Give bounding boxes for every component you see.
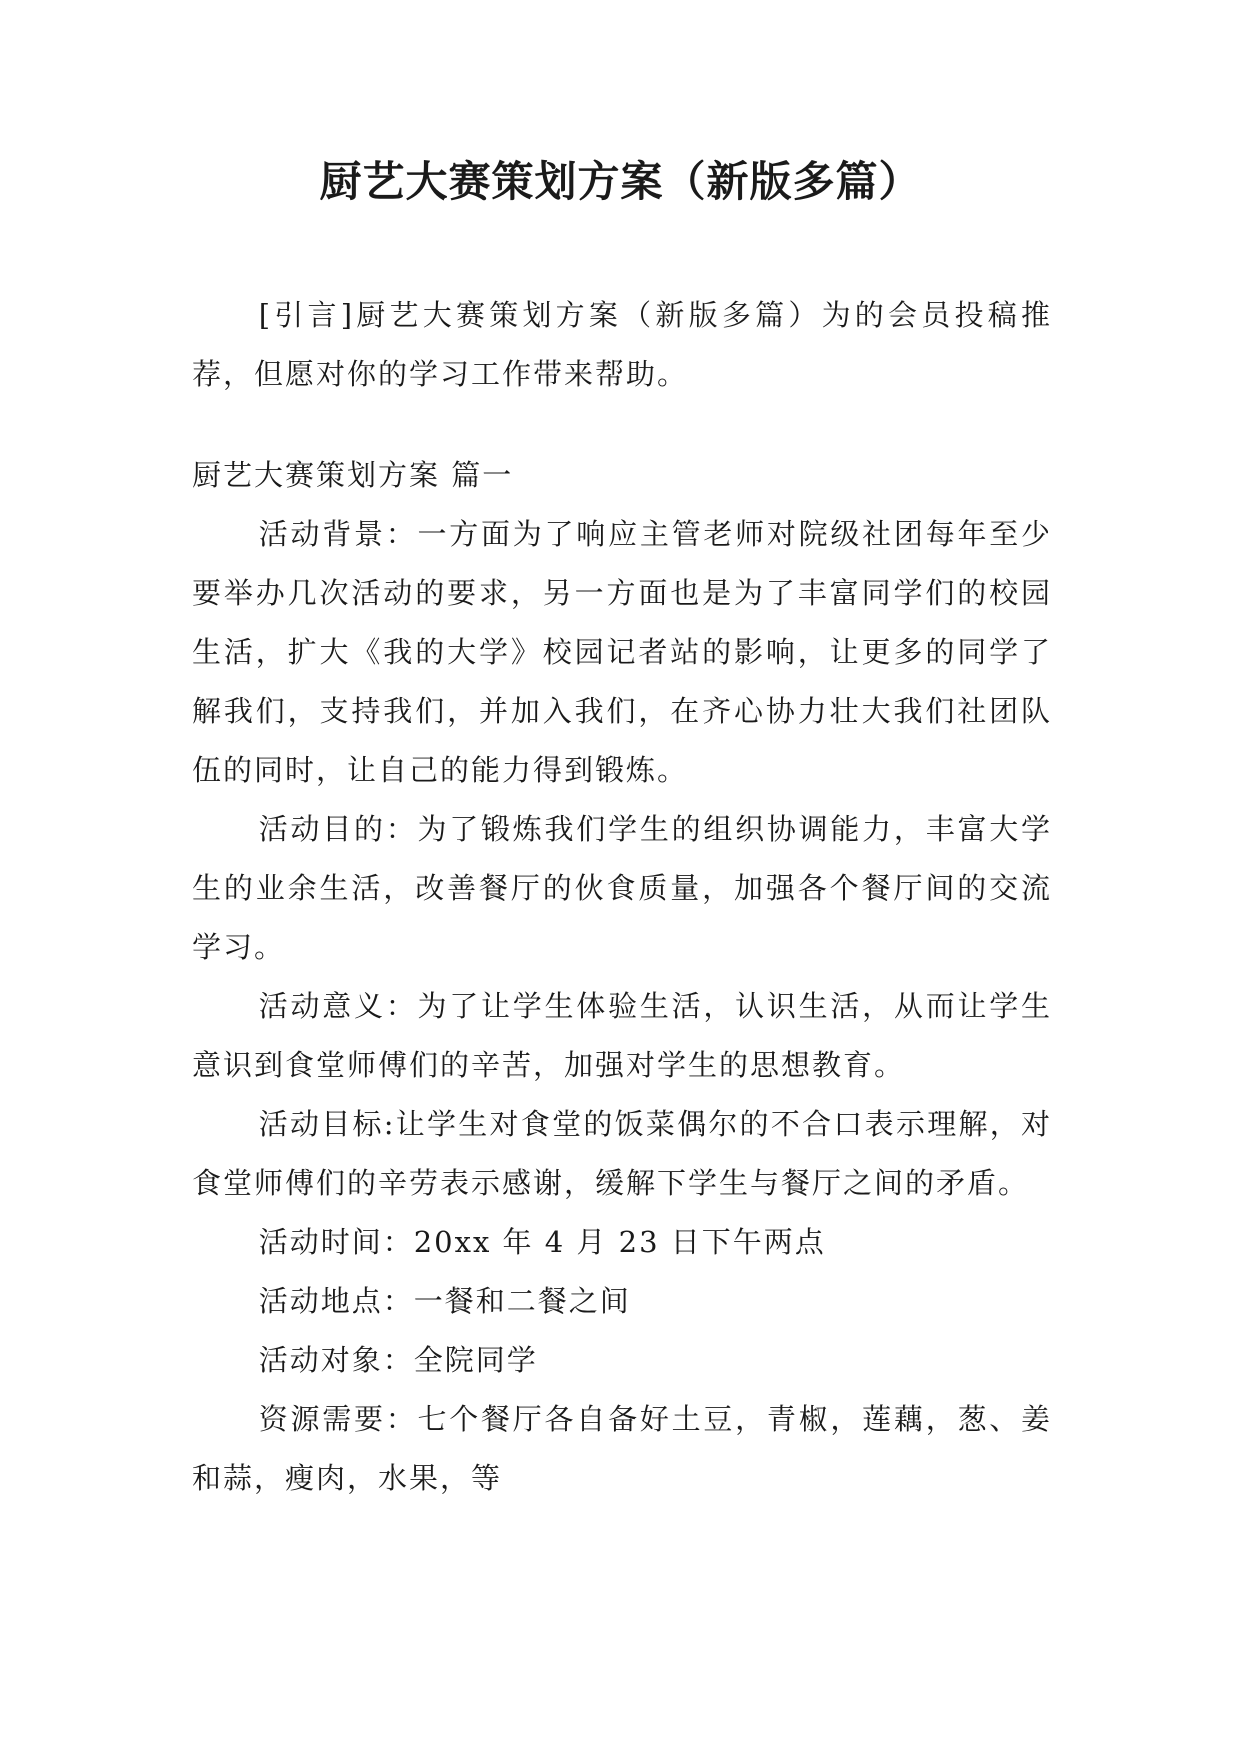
paragraph-background: 活动背景：一方面为了响应主管老师对院级社团每年至少要举办几次活动的要求，另一方面也是为了丰富同学们的校园生活，扩大《我的大学》校园记者站的影响，让更多的同学了解我们，支持我们，并加入我们，在齐心协力壮大我们社团队伍的同时，让自己的能力得到锻炼。	[192, 517, 1052, 787]
paragraph-time: 活动时间：20xx 年 4 月 23 日下午两点	[258, 1225, 826, 1259]
intro-paragraph: [引言]厨艺大赛策划方案（新版多篇）为的会员投稿推荐，但愿对你的学习工作带来帮助。	[192, 298, 1052, 391]
paragraph-purpose: 活动目的：为了锻炼我们学生的组织协调能力，丰富大学生的业余生活，改善餐厅的伙食质量，加强各个餐厅间的交流学习。	[192, 812, 1052, 964]
document-body	[192, 286, 1052, 1508]
document-title: 厨艺大赛策划方案（新版多篇）	[319, 157, 922, 206]
paragraph-resources: 资源需要：七个餐厅各自备好土豆，青椒，莲藕，葱、姜和蒜，瘦肉，水果，等	[192, 1402, 1052, 1495]
paragraph-goal: 活动目标:让学生对食堂的饭菜偶尔的不合口表示理解，对食堂师傅们的辛劳表示感谢，缓解下学生与餐厅之间的矛盾。	[192, 1107, 1052, 1200]
paragraph-significance: 活动意义：为了让学生体验生活，认识生活，从而让学生意识到食堂师傅们的辛苦，加强对学生的思想教育。	[192, 989, 1052, 1082]
paragraph-audience: 活动对象：全院同学	[258, 1343, 538, 1377]
section-heading: 厨艺大赛策划方案 篇一	[192, 458, 514, 492]
paragraph-location: 活动地点：一餐和二餐之间	[258, 1284, 631, 1318]
